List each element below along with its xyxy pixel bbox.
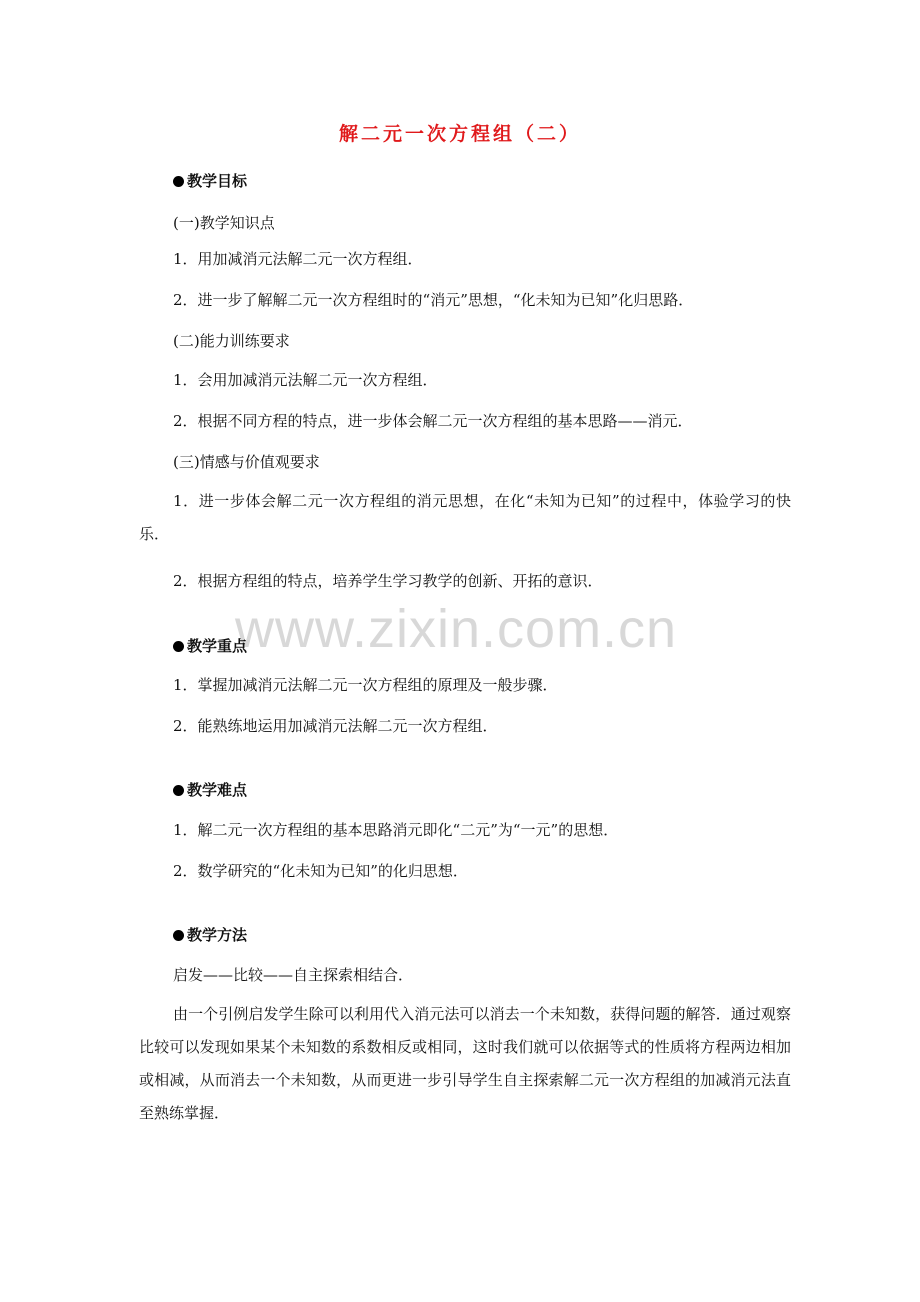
bullet-icon [173, 930, 184, 941]
subsection-title: (二)能力训练要求 [173, 332, 290, 350]
methods-paragraph: 由一个引例启发学生除可以利用代入消元法可以消去一个未知数，获得问题的解答．通过观察比较可以发现如果某个未知数的系数相反或相同，这时我们就可以依据等式的性质将方程两边相加或相减，从而消去一个未知数，从而更进一步引导学生自主探索解二元一次方程组的加减消元法直至熟练掌握． [139, 1005, 791, 1122]
section-heading-difficulties [173, 780, 247, 800]
subsection-title: (一)教学知识点 [173, 214, 275, 232]
list-item: 2．根据不同方程的特点，进一步体会解二元一次方程组的基本思路——消元． [173, 412, 693, 430]
heading-text: 教学重点 [187, 637, 248, 655]
list-item: 2．根据方程组的特点，培养学生学习教学的创新、开拓的意识． [173, 572, 603, 590]
methods-summary: 启发——比较——自主探索相结合． [173, 966, 414, 984]
watermark: www.zixin.com.cn [235, 599, 678, 659]
section-heading-objectives [173, 171, 247, 191]
bullet-icon [173, 785, 184, 796]
list-item: 2．进一步了解解二元一次方程组时的“消元”思想，“化未知为已知”化归思路． [173, 291, 694, 309]
list-item: 2．数学研究的“化未知为已知”的化归思想． [173, 862, 468, 880]
list-item: 1．进一步体会解二元一次方程组的消元思想，在化“未知为已知”的过程中，体验学习的快乐． [139, 492, 791, 543]
section-heading-key-points [173, 636, 247, 656]
bullet-icon [173, 176, 184, 187]
list-item: 1．解二元一次方程组的基本思路消元即化“二元”为“一元”的思想． [173, 821, 619, 839]
list-item: 1．会用加减消元法解二元一次方程组． [173, 371, 438, 389]
heading-text: 教学难点 [187, 781, 248, 799]
bullet-icon [173, 641, 184, 652]
heading-text: 教学目标 [187, 172, 248, 190]
list-item: 2．能熟练地运用加减消元法解二元一次方程组． [173, 717, 498, 735]
page-title: 解二元一次方程组（二） [338, 123, 581, 145]
section-heading-methods [173, 925, 247, 945]
list-item: 1．掌握加减消元法解二元一次方程组的原理及一般步骤． [173, 676, 558, 694]
list-item: 1．用加减消元法解二元一次方程组． [173, 250, 423, 268]
heading-text: 教学方法 [187, 926, 248, 944]
subsection-title: (三)情感与价值观要求 [173, 453, 320, 471]
